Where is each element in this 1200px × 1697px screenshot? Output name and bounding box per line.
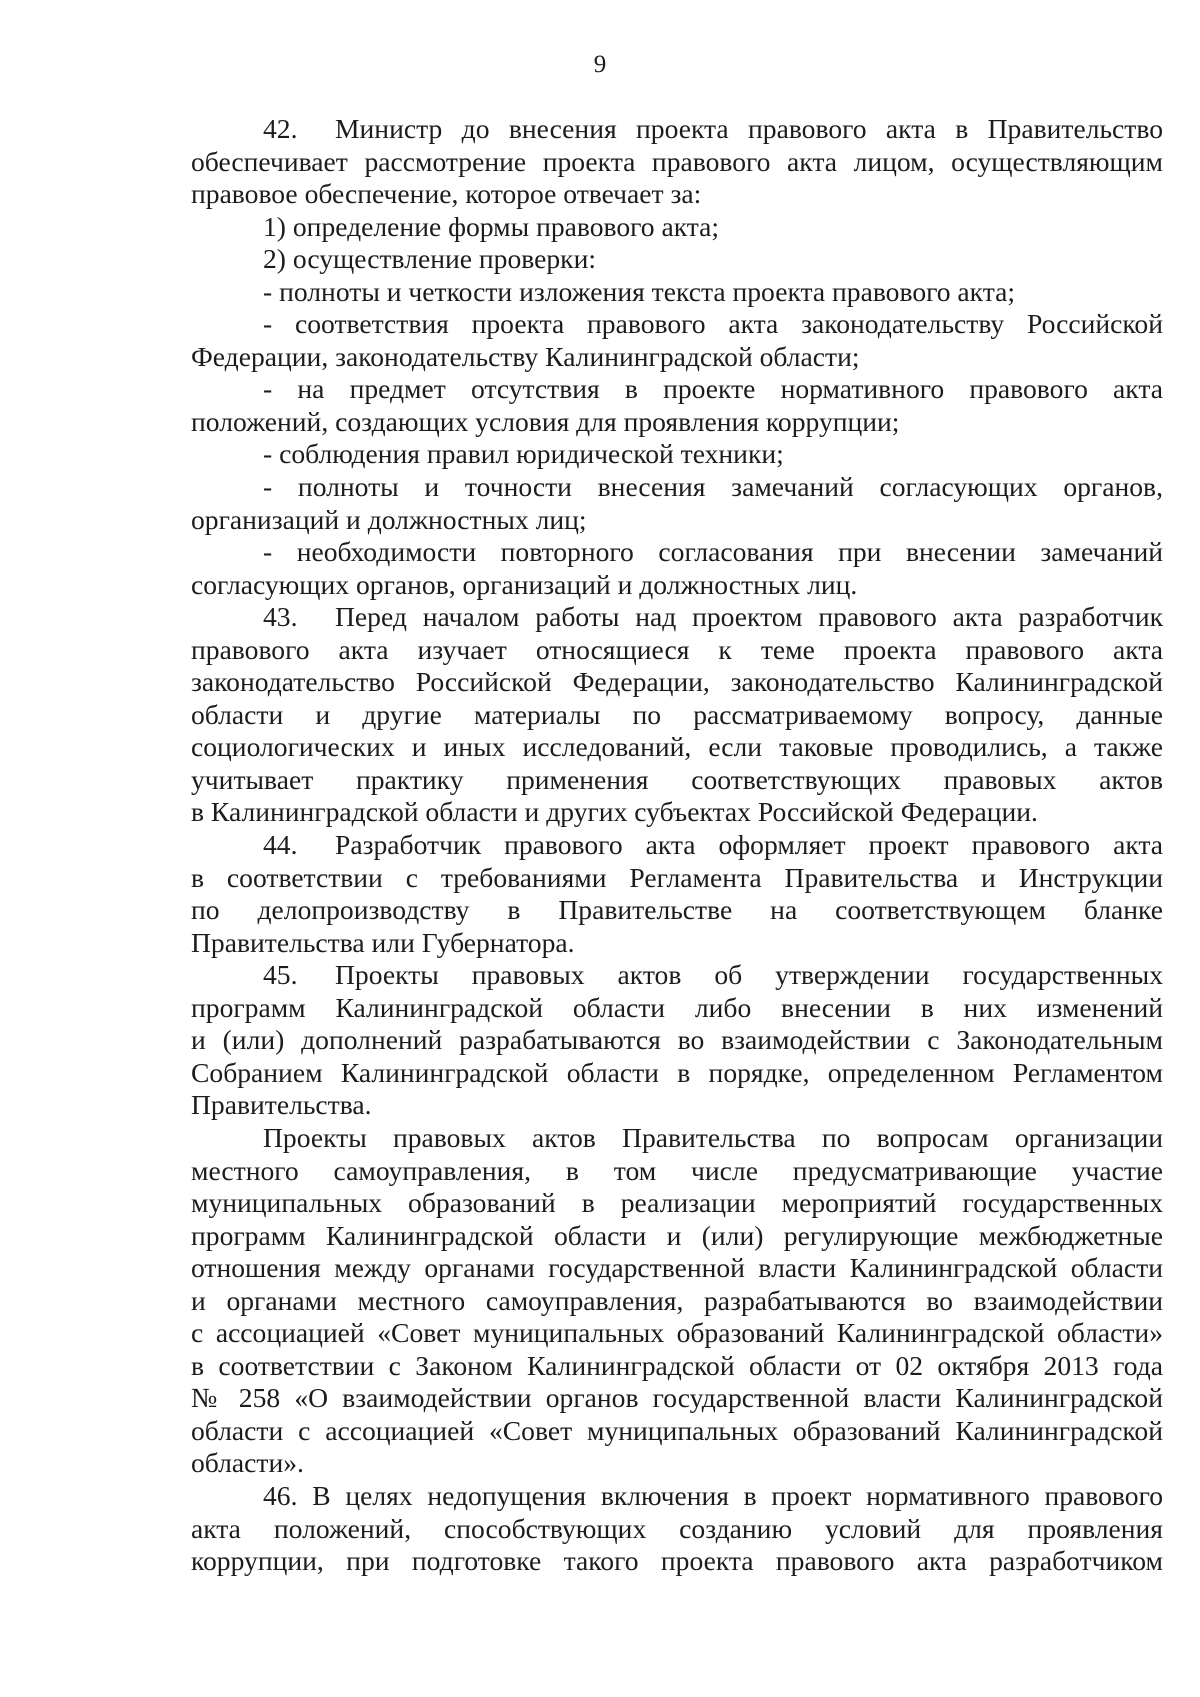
line-text: по делопроизводству в Правительстве на соответствующем бланке <box>191 894 1163 926</box>
text-line <box>191 113 1163 146</box>
line-text: законодательство Российской Федерации, законодательство Калининградской <box>191 666 1163 698</box>
text-line <box>191 406 1163 439</box>
line-text: Правительства или Губернатора. <box>191 926 575 958</box>
line-text: местного самоуправления, в том числе предусматривающие участие <box>191 1154 1163 1186</box>
line-text: программ Калининградской области и (или) регулирующие межбюджетные <box>191 1219 1163 1251</box>
line-text: с ассоциацией «Совет муниципальных образований Калининградской области» <box>191 1317 1163 1349</box>
line-text: правового акта изучает относящиеся к теме проекта правового акта <box>191 633 1163 665</box>
text-line <box>191 992 1163 1025</box>
line-text: коррупции, при подготовке такого проекта правового акта разработчиком <box>191 1545 1163 1577</box>
text-line <box>191 373 1163 406</box>
clause-number: 45. <box>263 959 298 991</box>
text-line <box>191 829 1163 862</box>
text-line <box>191 1447 1163 1480</box>
line-text: - полноты и четкости изложения текста проекта правового акта; <box>263 275 1016 307</box>
line-text: и (или) дополнений разрабатываются во взаимодействии с Законодательным <box>191 1024 1163 1056</box>
text-line <box>191 1122 1163 1155</box>
text-line <box>191 1415 1163 1448</box>
line-text: акта положений, способствующих созданию условий для проявления <box>191 1512 1163 1544</box>
text-line <box>191 927 1163 960</box>
text-line <box>191 634 1163 667</box>
line-text: - на предмет отсутствия в проекте нормативного правового акта <box>263 373 1163 405</box>
line-text: № 258 «О взаимодействии органов государственной власти Калининградской <box>191 1382 1163 1414</box>
line-text: в соответствии с Законом Калининградской области от 02 октября 2013 года <box>191 1349 1163 1381</box>
text-line <box>191 341 1163 374</box>
line-text: отношения между органами государственной власти Калининградской области <box>191 1252 1163 1284</box>
clause-number: 43. <box>263 601 298 633</box>
line-text: организаций и должностных лиц; <box>191 503 587 535</box>
line-text: и органами местного самоуправления, разрабатываются во взаимодействии <box>191 1284 1163 1316</box>
line-text: положений, создающих условия для проявления коррупции; <box>191 405 900 437</box>
line-text: муниципальных образований в реализации мероприятий государственных <box>191 1187 1163 1219</box>
line-text: - соблюдения правил юридической техники; <box>263 438 784 470</box>
text-line <box>191 862 1163 895</box>
text-line <box>191 276 1163 309</box>
line-text: 46. В целях недопущения включения в проект нормативного правового <box>263 1479 1163 1511</box>
document-text <box>191 113 1163 1578</box>
line-text: - необходимости повторного согласования при внесении замечаний <box>263 536 1163 568</box>
text-line <box>191 438 1163 471</box>
line-text: области». <box>191 1447 304 1479</box>
text-line <box>191 699 1163 732</box>
line-text: программ Калининградской области либо внесении в них изменений <box>191 991 1163 1023</box>
clause-number: 42. <box>263 113 298 144</box>
line-text: области и другие материалы по рассматриваемому вопросу, данные <box>191 698 1163 730</box>
line-text: - соответствия проекта правового акта законодательству Российской <box>263 308 1163 340</box>
clause-number: 44. <box>263 829 298 861</box>
page-number: 9 <box>593 51 607 78</box>
line-text: Министр до внесения проекта правового акта в Правительство <box>335 113 1163 144</box>
text-line <box>191 1089 1163 1122</box>
text-line <box>191 1220 1163 1253</box>
line-text: учитывает практику применения соответствующих правовых актов <box>191 763 1163 795</box>
text-line <box>191 1024 1163 1057</box>
line-text: Проекты правовых актов Правительства по вопросам организации <box>263 1121 1163 1153</box>
line-text: в Калининградской области и других субъектах Российской Федерации. <box>191 796 1038 828</box>
text-line <box>191 796 1163 829</box>
text-line <box>191 666 1163 699</box>
text-line <box>191 1513 1163 1546</box>
line-text: обеспечивает рассмотрение проекта правового акта лицом, осуществляющим <box>191 145 1163 177</box>
text-line <box>191 959 1163 992</box>
text-line <box>191 178 1163 211</box>
line-text: согласующих органов, организаций и должностных лиц. <box>191 568 858 600</box>
text-line <box>191 1252 1163 1285</box>
text-line <box>191 1350 1163 1383</box>
line-text: 2) осуществление проверки: <box>263 243 597 275</box>
text-line <box>191 471 1163 504</box>
text-line <box>191 504 1163 537</box>
line-text: 1) определение формы правового акта; <box>263 210 720 242</box>
text-line <box>191 211 1163 244</box>
text-line <box>191 146 1163 179</box>
line-text: Собранием Калининградской области в порядке, определенном Регламентом <box>191 1056 1163 1088</box>
text-line <box>191 1480 1163 1513</box>
text-line <box>191 1382 1163 1415</box>
line-text: области с ассоциацией «Совет муниципальных образований Калининградской <box>191 1414 1163 1446</box>
text-line <box>191 601 1163 634</box>
text-line <box>191 1155 1163 1188</box>
text-line <box>191 243 1163 276</box>
text-line <box>191 1187 1163 1220</box>
text-line <box>191 1317 1163 1350</box>
text-line <box>191 569 1163 602</box>
line-text: Правительства. <box>191 1089 372 1121</box>
text-line <box>191 1285 1163 1318</box>
line-text: правовое обеспечение, которое отвечает за: <box>191 178 702 210</box>
line-text: в соответствии с требованиями Регламента Правительства и Инструкции <box>191 861 1163 893</box>
text-line <box>191 764 1163 797</box>
line-text: - полноты и точности внесения замечаний согласующих органов, <box>263 471 1163 503</box>
text-line <box>191 536 1163 569</box>
line-text: Проекты правовых актов об утверждении государственных <box>335 959 1163 991</box>
line-text: Разработчик правового акта оформляет проект правового акта <box>335 829 1163 861</box>
line-text: Федерации, законодательству Калининградской области; <box>191 340 860 372</box>
line-text: Перед началом работы над проектом правового акта разработчик <box>335 601 1163 633</box>
text-line <box>191 308 1163 341</box>
line-text: социологических и иных исследований, если таковые проводились, а также <box>191 731 1163 763</box>
text-line <box>191 894 1163 927</box>
text-line <box>191 1057 1163 1090</box>
text-line <box>191 731 1163 764</box>
text-line <box>191 1545 1163 1578</box>
